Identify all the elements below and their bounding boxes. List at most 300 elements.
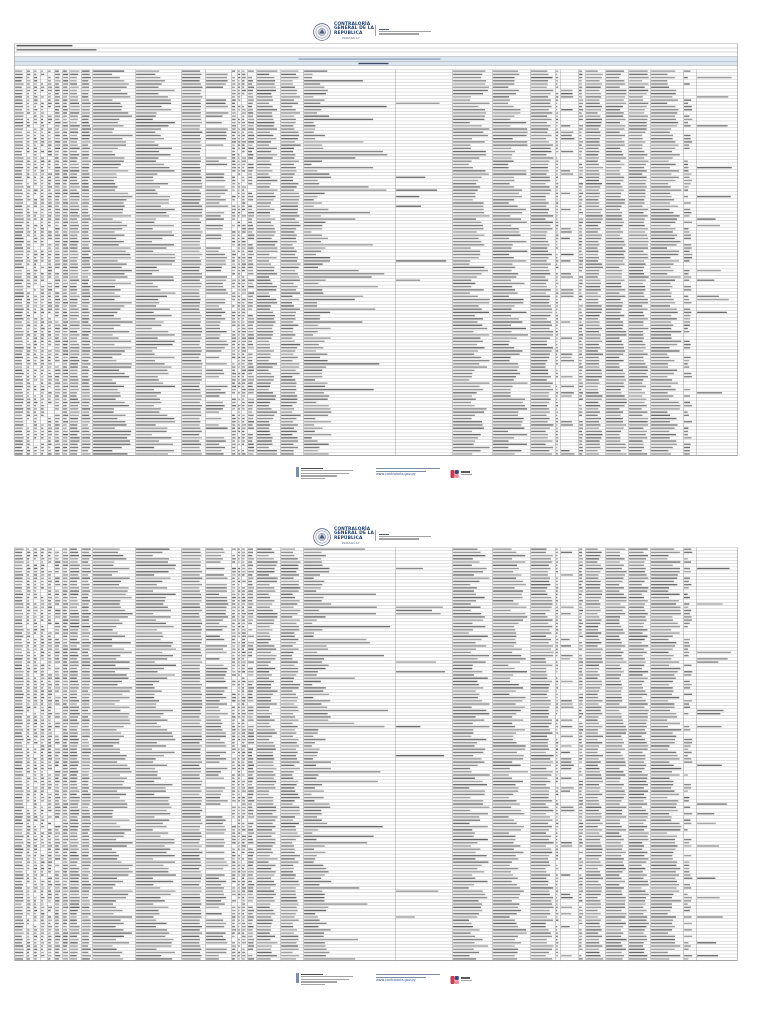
table-cell-text	[281, 70, 298, 71]
table-cell-text	[48, 282, 52, 283]
table-cell-text	[182, 603, 200, 604]
table-row	[15, 587, 689, 588]
table-cell-text	[248, 92, 253, 93]
table-cell-text	[493, 671, 527, 672]
table-cell-text	[684, 433, 688, 434]
table-cell-text	[232, 350, 235, 351]
table-cell-text	[304, 661, 322, 662]
table-cell-text	[453, 279, 471, 280]
table-cell-text	[34, 677, 36, 678]
table-cell-text	[304, 667, 325, 668]
table-cell-text	[242, 279, 245, 280]
table-cell-text	[651, 331, 681, 332]
table-cell-text	[136, 395, 157, 396]
table-cell-text	[34, 237, 37, 238]
logo-title	[334, 528, 374, 541]
table-cell-text	[248, 427, 254, 428]
table-cell-text	[453, 446, 490, 447]
table-cell-text	[238, 372, 240, 373]
table-cell-text	[136, 658, 167, 659]
table-cell-text	[206, 671, 227, 672]
table-cell-text	[27, 80, 30, 81]
table-cell-text	[579, 385, 583, 386]
table-cell-text	[248, 667, 253, 668]
table-cell-text	[248, 372, 252, 373]
table-cell-text	[48, 221, 50, 222]
table-cell-text	[136, 250, 153, 251]
table-cell-text	[55, 687, 60, 688]
table-row	[15, 548, 691, 549]
table-cell-text	[63, 574, 68, 575]
table-cell-text	[304, 176, 331, 177]
table-cell-text	[281, 609, 300, 610]
table-cell-text	[281, 234, 297, 235]
table-cell-text	[531, 102, 550, 103]
table-cell-text	[15, 112, 24, 113]
table-cell-text	[606, 388, 621, 389]
table-cell-text	[63, 183, 66, 184]
table-cell-text	[15, 237, 23, 238]
table-cell-text	[48, 446, 50, 447]
table-cell-text	[651, 166, 670, 167]
table-cell-text	[684, 308, 690, 309]
table-cell-text	[55, 558, 59, 559]
table-cell-text	[34, 405, 36, 406]
table-cell-text	[41, 237, 44, 238]
table-cell-text	[304, 327, 331, 328]
table-cell-text	[629, 687, 643, 688]
table-cell-text	[531, 353, 550, 354]
table-cell-text	[606, 318, 620, 319]
table-cell-text	[63, 83, 68, 84]
table-cell-text	[41, 141, 44, 142]
table-cell-text	[41, 405, 44, 406]
table-cell-text	[556, 590, 558, 591]
table-cell-text	[453, 134, 488, 135]
table-cell-text	[27, 334, 30, 335]
table-cell-text	[304, 285, 378, 286]
table-cell-text	[70, 179, 77, 180]
table-cell-text	[27, 343, 30, 344]
table-cell-text	[396, 661, 436, 662]
table-cell-text	[70, 622, 79, 623]
table-cell-text	[238, 86, 240, 87]
table-cell-text	[304, 577, 314, 578]
table-cell-text	[55, 141, 60, 142]
table-cell-text	[70, 350, 79, 351]
table-cell-text	[629, 147, 642, 148]
table-cell-text	[242, 379, 246, 380]
table-cell-text	[182, 318, 200, 319]
table-cell-text	[684, 134, 690, 135]
table-cell-text	[15, 564, 22, 565]
table-cell-text	[453, 430, 472, 431]
table-cell-text	[684, 250, 690, 251]
table-cell-text	[586, 237, 601, 238]
table-cell-text	[82, 166, 89, 167]
table-cell-text	[493, 658, 526, 659]
table-cell-text	[48, 433, 52, 434]
table-cell-text	[182, 224, 200, 225]
table-cell-text	[82, 157, 88, 158]
table-cell-text	[15, 680, 24, 681]
table-cell-text	[453, 118, 484, 119]
table-cell-text	[55, 154, 58, 155]
table-cell-text	[242, 125, 245, 126]
table-cell-text	[281, 253, 295, 254]
table-cell-text	[34, 308, 36, 309]
table-cell-text	[93, 327, 114, 328]
table-cell-text	[586, 583, 600, 584]
table-cell-text	[606, 683, 622, 684]
table-cell-text	[493, 629, 515, 630]
table-cell-text	[15, 285, 23, 286]
table-cell-text	[453, 247, 471, 248]
table-cell-text	[257, 189, 277, 190]
table-cell-text	[629, 218, 645, 219]
table-cell-text	[579, 305, 583, 306]
table-cell-text	[41, 638, 44, 639]
table-row	[15, 651, 731, 652]
table-cell-text	[304, 260, 330, 261]
table-cell-text	[82, 382, 89, 383]
table-cell-text	[248, 571, 254, 572]
table-cell-text	[70, 321, 80, 322]
table-cell-text	[232, 427, 235, 428]
table-cell-text	[579, 622, 583, 623]
table-cell-text	[586, 160, 598, 161]
table-cell-text	[586, 421, 599, 422]
table-cell-text	[206, 440, 226, 441]
table-cell-text	[206, 224, 223, 225]
table-cell-text	[453, 664, 473, 665]
table-cell-text	[651, 369, 677, 370]
table-cell-text	[232, 417, 236, 418]
table-cell-text	[63, 331, 67, 332]
footer-website[interactable]: www.contraloria.gov.py	[376, 472, 416, 477]
table-cell-text	[531, 154, 546, 155]
table-cell-text	[651, 430, 669, 431]
table-row	[15, 260, 689, 261]
table-cell-text	[556, 160, 558, 161]
table-cell-text	[257, 138, 276, 139]
table-cell-text	[257, 453, 277, 454]
table-cell-text	[15, 276, 22, 277]
table-cell-text	[531, 112, 552, 113]
table-cell-text	[651, 629, 671, 630]
table-cell-text	[684, 141, 692, 142]
table-cell-text	[48, 302, 52, 303]
table-cell-text	[63, 693, 67, 694]
table-cell-text	[684, 273, 688, 274]
table-cell-text	[248, 558, 254, 559]
table-cell-text	[453, 606, 480, 607]
table-cell-text	[63, 282, 68, 283]
table-cell-text	[136, 308, 170, 309]
table-cell-text	[651, 327, 671, 328]
table-cell-text	[493, 356, 510, 357]
table-cell-text	[206, 289, 226, 290]
table-cell-text	[55, 99, 59, 100]
table-cell-text	[136, 212, 166, 213]
table-cell-text	[63, 250, 68, 251]
table-cell-text	[651, 289, 670, 290]
table-cell-text	[206, 138, 226, 139]
table-cell-text	[684, 642, 689, 643]
table-cell-text	[651, 600, 679, 601]
table-cell-text	[27, 433, 29, 434]
table-cell-text	[82, 125, 90, 126]
table-cell-text	[586, 199, 598, 200]
table-cell-text	[238, 250, 240, 251]
table-cell-text	[206, 215, 221, 216]
table-cell-text	[27, 671, 29, 672]
table-cell-text	[531, 321, 551, 322]
table-cell-text	[93, 350, 125, 351]
table-cell-text	[63, 551, 67, 552]
table-cell-text	[48, 453, 51, 454]
table-cell-text	[629, 635, 647, 636]
table-cell-text	[82, 240, 90, 241]
table-cell-text	[34, 324, 37, 325]
table-cell-text	[27, 121, 30, 122]
table-cell-text	[493, 240, 526, 241]
table-cell-text	[34, 661, 36, 662]
table-cell-text	[281, 263, 300, 264]
table-cell-text	[561, 613, 571, 614]
table-cell-text	[579, 554, 582, 555]
table-row	[15, 70, 690, 71]
table-cell-text	[304, 199, 314, 200]
table-cell-text	[281, 308, 300, 309]
table-cell-text	[93, 173, 116, 174]
table-cell-text	[136, 76, 160, 77]
table-cell-text	[531, 99, 551, 100]
table-cell-text	[579, 411, 582, 412]
table-cell-text	[556, 83, 557, 84]
table-cell-text	[579, 76, 582, 77]
table-cell-text	[136, 298, 158, 299]
table-cell-text	[651, 359, 674, 360]
table-cell-text	[27, 160, 30, 161]
table-cell-text	[93, 661, 130, 662]
table-cell-text	[232, 157, 235, 158]
table-cell-text	[606, 593, 624, 594]
table-cell-text	[41, 613, 43, 614]
table-cell-text	[136, 564, 176, 565]
table-cell-text	[651, 105, 675, 106]
table-row	[15, 571, 691, 572]
table-cell-text	[561, 658, 570, 659]
table-cell-text	[304, 353, 327, 354]
table-cell-text	[182, 558, 200, 559]
table-cell-text	[531, 215, 553, 216]
table-cell-text	[257, 199, 273, 200]
table-cell-text	[651, 548, 674, 549]
table-cell-text	[82, 408, 90, 409]
table-cell-text	[55, 205, 59, 206]
table-cell-text	[629, 221, 644, 222]
table-cell-text	[136, 343, 173, 344]
table-cell-text	[493, 548, 512, 549]
table-cell-text	[34, 683, 37, 684]
table-cell-text	[493, 667, 515, 668]
table-cell-text	[493, 147, 511, 148]
table-cell-text	[561, 385, 574, 386]
table-cell-text	[41, 266, 44, 267]
table-cell-text	[136, 359, 155, 360]
table-cell-text	[493, 446, 508, 447]
table-cell-text	[606, 693, 621, 694]
table-row	[15, 554, 668, 555]
table-row	[15, 331, 689, 332]
table-cell-text	[182, 121, 202, 122]
table-cell-text	[182, 366, 202, 367]
table-cell-text	[93, 680, 122, 681]
table-cell-text	[48, 343, 51, 344]
table-cell-text	[15, 166, 23, 167]
table-cell-text	[651, 687, 673, 688]
table-cell-text	[93, 305, 124, 306]
table-row	[15, 603, 722, 604]
table-cell-text	[242, 202, 245, 203]
table-cell-text	[304, 160, 322, 161]
table-cell-text	[70, 411, 79, 412]
table-cell-text	[238, 590, 240, 591]
table-cell-text	[27, 690, 30, 691]
table-cell-text	[651, 433, 676, 434]
table-cell-text	[697, 96, 728, 97]
table-cell-text	[232, 616, 235, 617]
table-cell-text	[27, 76, 29, 77]
table-cell-text	[55, 337, 59, 338]
table-cell-text	[606, 92, 626, 93]
table-cell-text	[206, 395, 219, 396]
table-cell-text	[606, 170, 620, 171]
table-cell-text	[93, 154, 115, 155]
table-cell-text	[684, 651, 689, 652]
table-cell-text	[238, 89, 240, 90]
table-cell-text	[493, 224, 511, 225]
table-cell-text	[556, 408, 557, 409]
table-cell-text	[232, 224, 235, 225]
table-cell-text	[15, 392, 23, 393]
table-cell-text	[238, 577, 239, 578]
table-cell-text	[82, 334, 89, 335]
table-cell-text	[206, 305, 219, 306]
table-cell-text	[15, 340, 23, 341]
table-cell-text	[238, 263, 240, 264]
table-cell-text	[82, 651, 88, 652]
table-cell-text	[556, 642, 558, 643]
table-cell-text	[63, 279, 67, 280]
table-cell-text	[453, 433, 481, 434]
table-cell-text	[684, 654, 689, 655]
table-cell-text	[93, 337, 118, 338]
table-cell-text	[238, 379, 240, 380]
table-cell-text	[238, 414, 240, 415]
table-cell-text	[242, 382, 245, 383]
table-cell-text	[304, 76, 312, 77]
table-cell-text	[248, 308, 252, 309]
table-cell-text	[93, 253, 130, 254]
table-cell-text	[41, 157, 44, 158]
table-cell-text	[586, 231, 598, 232]
table-cell-text	[556, 212, 558, 213]
table-cell-text	[55, 298, 60, 299]
table-cell-text	[238, 311, 240, 312]
table-cell-text	[238, 128, 240, 129]
table-cell-text	[556, 215, 557, 216]
table-cell-text	[70, 337, 77, 338]
table-cell-text	[242, 92, 244, 93]
table-cell-text	[697, 658, 728, 659]
table-cell-text	[206, 266, 222, 267]
table-cell-text	[82, 414, 89, 415]
table-cell-text	[238, 430, 240, 431]
table-cell-text	[63, 221, 68, 222]
table-cell-text	[304, 658, 324, 659]
table-cell-text	[41, 324, 43, 325]
logo-title-line: GENERAL DE LA	[334, 26, 375, 32]
table-cell-text	[531, 600, 552, 601]
table-cell-text	[697, 311, 727, 312]
table-cell-text	[248, 327, 253, 328]
table-cell-text	[238, 687, 240, 688]
table-cell-text	[70, 166, 79, 167]
table-cell-text	[651, 661, 679, 662]
table-cell-text	[556, 635, 557, 636]
table-cell-text	[242, 340, 246, 341]
table-cell-text	[232, 112, 236, 113]
table-cell-text	[232, 372, 236, 373]
table-cell-text	[93, 414, 126, 415]
table-cell-text	[232, 150, 235, 151]
table-cell-text	[70, 430, 79, 431]
table-cell-text	[27, 86, 30, 87]
ministry-logo-icon	[296, 467, 299, 477]
table-cell-text	[70, 427, 77, 428]
table-cell-text	[70, 376, 78, 377]
table-cell-text	[651, 195, 671, 196]
table-cell-text	[63, 421, 68, 422]
table-cell-text	[34, 632, 36, 633]
table-cell-text	[93, 683, 117, 684]
table-cell-text	[281, 186, 297, 187]
table-cell-text	[629, 212, 643, 213]
table-cell-text	[182, 266, 200, 267]
table-cell-text	[579, 218, 583, 219]
table-cell-text	[556, 622, 558, 623]
table-cell-text	[281, 580, 299, 581]
table-cell-text	[248, 324, 253, 325]
table-cell-text	[579, 221, 583, 222]
table-cell-text	[238, 215, 239, 216]
table-cell-text	[182, 580, 199, 581]
table-cell-text	[93, 237, 116, 238]
table-cell-text	[493, 263, 513, 264]
table-row	[15, 558, 688, 559]
table-cell-text	[15, 450, 23, 451]
table-cell-text	[136, 600, 165, 601]
table-cell-text	[257, 212, 270, 213]
table-row	[15, 609, 691, 610]
table-cell-text	[63, 427, 67, 428]
table-cell-text	[55, 121, 60, 122]
table-cell-text	[27, 645, 29, 646]
table-cell-text	[82, 273, 91, 274]
table-cell-text	[629, 311, 643, 312]
